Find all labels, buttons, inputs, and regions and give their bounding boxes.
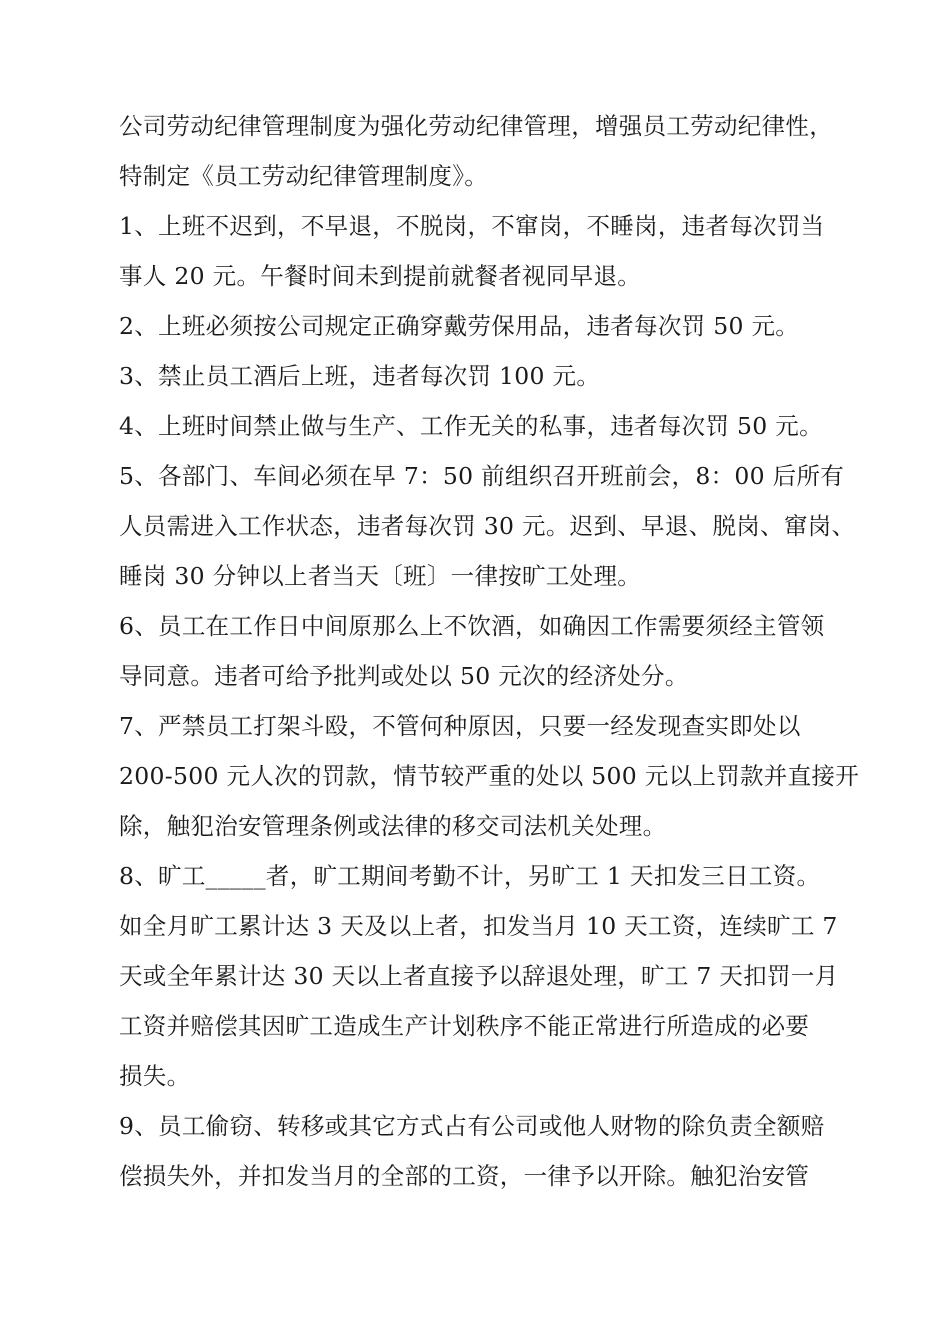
text-line: 8、旷工_____者，旷工期间考勤不计，另旷工 1 天扣发三日工资。 (119, 862, 821, 890)
text-line: 偿损失外，并扣发当月的全部的工资，一律予以开除。触犯治安管 (119, 1162, 810, 1190)
text-line: 200-500 元人次的罚款，情节较严重的处以 500 元以上罚款并直接开 (119, 762, 860, 790)
text-line: 工资并赔偿其因旷工造成生产计划秩序不能正常进行所造成的必要 (119, 1012, 810, 1040)
text-line: 导同意。违者可给予批判或处以 50 元次的经济处分。 (119, 662, 689, 690)
text-line: 7、严禁员工打架斗殴，不管何种原因，只要一经发现查实即处以 (119, 712, 801, 740)
text-line: 如全月旷工累计达 3 天及以上者，扣发当月 10 天工资，连续旷工 7 (119, 912, 838, 940)
text-line: 5、各部门、车间必须在早 7：50 前组织召开班前会，8：00 后所有 (119, 462, 845, 490)
text-line: 特制定《员工劳动纪律管理制度》。 (119, 162, 489, 190)
text-line: 损失。 (119, 1062, 191, 1090)
text-line: 事人 20 元。午餐时间未到提前就餐者视同早退。 (119, 262, 642, 290)
text-line: 9、员工偷窃、转移或其它方式占有公司或他人财物的除负责全额赔 (119, 1112, 825, 1140)
text-line: 1、上班不迟到，不早退，不脱岗，不窜岗，不睡岗，违者每次罚当 (119, 212, 825, 240)
text-line: 天或全年累计达 30 天以上者直接予以辞退处理，旷工 7 天扣罚一月 (119, 962, 839, 990)
text-line: 4、上班时间禁止做与生产、工作无关的私事，违者每次罚 50 元。 (119, 412, 823, 440)
text-line: 睡岗 30 分钟以上者当天〔班〕一律按旷工处理。 (119, 562, 642, 590)
text-line: 公司劳动纪律管理制度为强化劳动纪律管理，增强员工劳动纪律性， (119, 112, 833, 140)
text-line: 6、员工在工作日中间原那么上不饮酒，如确因工作需要须经主管领 (119, 612, 825, 640)
text-line: 人员需进入工作状态，违者每次罚 30 元。迟到、早退、脱岗、窜岗、 (119, 512, 856, 540)
text-line: 2、上班必须按公司规定正确穿戴劳保用品，违者每次罚 50 元。 (119, 312, 800, 340)
text-line: 除，触犯治安管理条例或法律的移交司法机关处理。 (119, 812, 667, 840)
text-line: 3、禁止员工酒后上班，违者每次罚 100 元。 (119, 362, 601, 390)
